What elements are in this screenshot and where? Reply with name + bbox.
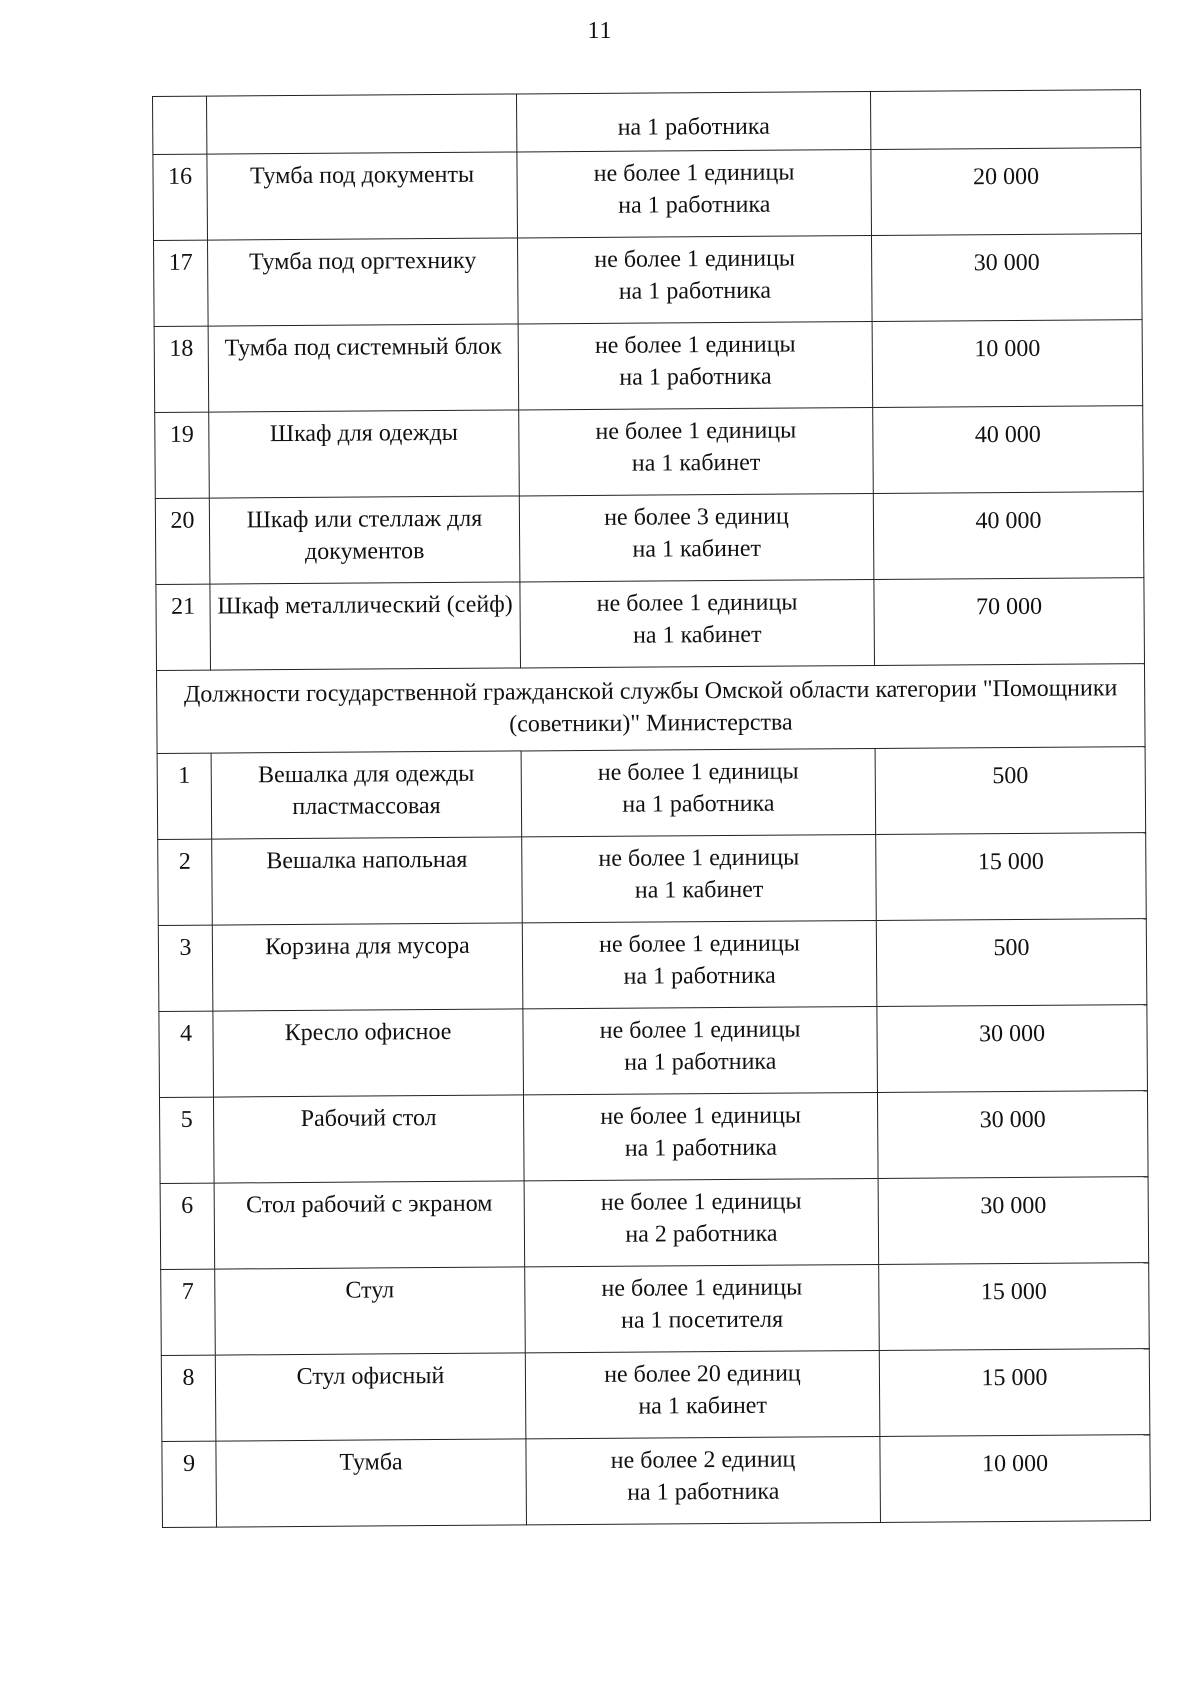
table-row bbox=[162, 1435, 1151, 1528]
row-number: 18 bbox=[154, 326, 209, 412]
item-name: Стол рабочий с экраном bbox=[214, 1181, 525, 1269]
table-row bbox=[155, 406, 1144, 499]
row-number: 19 bbox=[155, 412, 210, 498]
item-norm: не более 1 единицы на 1 работника bbox=[522, 920, 877, 1008]
item-price: 40 000 bbox=[873, 406, 1144, 494]
item-name: Тумба bbox=[216, 1439, 527, 1527]
item-price: 500 bbox=[875, 747, 1146, 835]
item-name: Стул bbox=[215, 1267, 526, 1355]
item-norm: не более 1 единицы на 1 кабинет bbox=[519, 407, 874, 495]
item-norm: не более 1 единицы на 1 работника bbox=[523, 1006, 878, 1094]
row-number: 16 bbox=[153, 154, 208, 240]
table-row bbox=[159, 1005, 1148, 1098]
row-number: 20 bbox=[155, 498, 210, 584]
item-name: Рабочий стол bbox=[213, 1095, 524, 1183]
item-name: Вешалка для одежды пластмассовая bbox=[211, 751, 522, 839]
item-price: 30 000 bbox=[877, 1005, 1148, 1093]
row-number: 8 bbox=[161, 1355, 216, 1441]
item-name: Тумба под документы bbox=[207, 152, 518, 240]
table-row bbox=[157, 747, 1146, 840]
table-row bbox=[153, 148, 1142, 241]
item-name: Корзина для мусора bbox=[212, 923, 523, 1011]
table-row bbox=[153, 90, 1141, 155]
row-number: 17 bbox=[154, 240, 209, 326]
row-number: 1 bbox=[157, 753, 212, 839]
row-number: 5 bbox=[159, 1097, 214, 1183]
table-row bbox=[160, 1177, 1149, 1270]
item-norm: не более 1 единицы на 1 работника bbox=[521, 748, 876, 836]
row-number: 6 bbox=[160, 1183, 215, 1269]
item-norm: не более 2 единиц на 1 работника bbox=[526, 1436, 881, 1524]
item-norm: не более 1 единицы на 1 работника bbox=[518, 321, 873, 409]
item-price: 40 000 bbox=[873, 492, 1144, 580]
table-row bbox=[158, 919, 1147, 1012]
item-name: Тумба под оргтехнику bbox=[208, 238, 519, 326]
table-row bbox=[156, 578, 1145, 671]
row-number: 3 bbox=[158, 925, 213, 1011]
item-price: 15 000 bbox=[879, 1263, 1150, 1351]
item-norm: не более 1 единицы на 1 работника bbox=[517, 235, 872, 323]
item-norm: не более 1 единицы на 1 посетителя bbox=[525, 1264, 880, 1352]
item-price: 30 000 bbox=[878, 1177, 1149, 1265]
item-price: 30 000 bbox=[877, 1091, 1148, 1179]
item-norm: не более 1 единицы на 1 кабинет bbox=[522, 834, 877, 922]
row-number: 7 bbox=[161, 1269, 216, 1355]
table-row bbox=[154, 320, 1143, 413]
item-norm: не более 1 единицы на 1 работника bbox=[523, 1092, 878, 1180]
item-price: 70 000 bbox=[874, 578, 1145, 666]
item-name: Шкаф или стеллаж для документов bbox=[209, 496, 520, 584]
item-norm: не более 20 единиц на 1 кабинет bbox=[525, 1350, 880, 1438]
item-price: 10 000 bbox=[872, 320, 1143, 408]
table-row bbox=[161, 1263, 1150, 1356]
item-norm: не более 1 единицы на 1 работника bbox=[517, 149, 872, 237]
item-norm: не более 1 единицы на 1 кабинет bbox=[520, 579, 875, 667]
item-price: 10 000 bbox=[880, 1435, 1151, 1523]
furniture-norms-table bbox=[152, 89, 1151, 1528]
item-name: Стул офисный bbox=[215, 1353, 526, 1441]
item-price: 500 bbox=[876, 919, 1147, 1007]
row-number: 21 bbox=[156, 584, 211, 670]
item-name: Шкаф для одежды bbox=[209, 410, 520, 498]
item-price: 15 000 bbox=[876, 833, 1147, 921]
section-header: Должности государственной гражданской службы Омской области категории "Помощники (советники)" Министерства bbox=[157, 664, 1146, 754]
section-header-row bbox=[157, 664, 1146, 754]
item-price: 20 000 bbox=[871, 148, 1142, 236]
row-number: 4 bbox=[159, 1011, 214, 1097]
row-number: 9 bbox=[162, 1441, 217, 1527]
table-row bbox=[154, 234, 1143, 327]
item-name: Тумба под системный блок bbox=[208, 324, 519, 412]
row-number: 2 bbox=[158, 839, 213, 925]
table-row bbox=[158, 833, 1147, 926]
item-price: 15 000 bbox=[879, 1349, 1150, 1437]
table-row bbox=[155, 492, 1144, 585]
item-norm: на 1 работника bbox=[516, 91, 870, 151]
item-name: Кресло офисное bbox=[213, 1009, 524, 1097]
item-name: Шкаф металлический (сейф) bbox=[210, 582, 521, 670]
page-number: 11 bbox=[587, 18, 613, 44]
item-norm: не более 1 единицы на 2 работника bbox=[524, 1178, 879, 1266]
table-row bbox=[159, 1091, 1148, 1184]
item-price: 30 000 bbox=[871, 234, 1142, 322]
item-name: Вешалка напольная bbox=[212, 837, 523, 925]
item-price bbox=[870, 90, 1140, 150]
table-row bbox=[161, 1349, 1150, 1442]
item-norm: не более 3 единиц на 1 кабинет bbox=[519, 493, 874, 581]
row-number bbox=[153, 96, 207, 154]
item-name bbox=[207, 94, 517, 154]
